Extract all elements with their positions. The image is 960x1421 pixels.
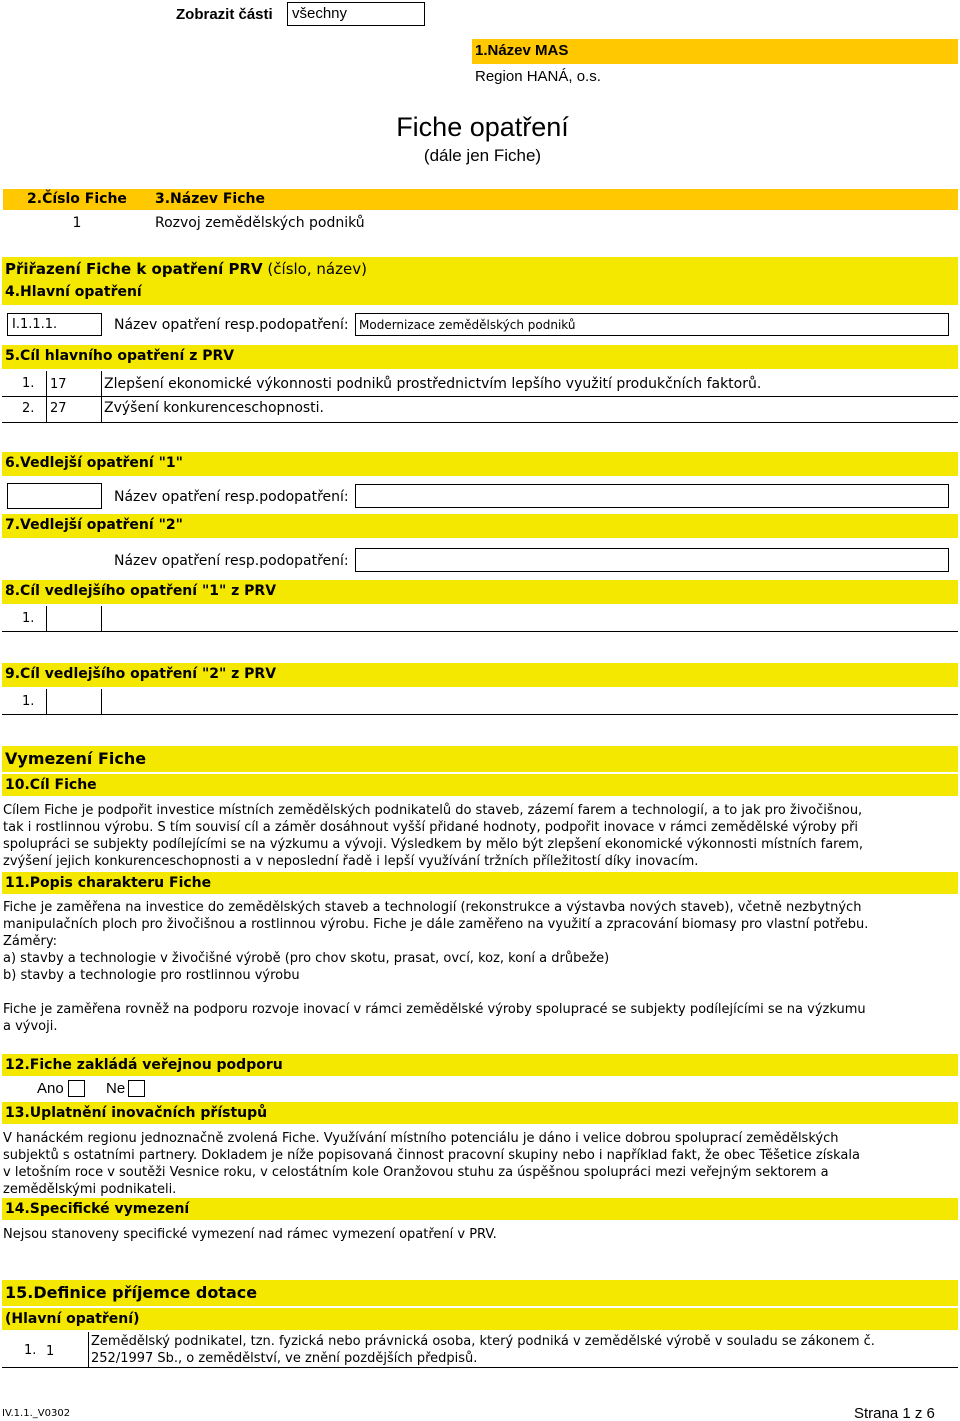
mas-label: 1.Název MAS	[472, 39, 958, 64]
show-select[interactable]: všechny	[287, 2, 425, 26]
recipient-sublabel: (Hlavní opatření)	[2, 1308, 958, 1330]
fiche-number-value: 1	[72, 215, 82, 231]
assign-title-plain: (číslo, název)	[262, 260, 367, 278]
goal-index: 1.	[22, 611, 35, 626]
goal-index: 2.	[22, 401, 35, 416]
footer-page: Strana 1 z 6	[854, 1405, 935, 1421]
goal-index: 1.	[22, 694, 35, 709]
main-measure-name-field[interactable]: Modernizace zemědělských podniků	[355, 313, 949, 336]
popis-text	[3, 899, 958, 1035]
page-subtitle: (dále jen Fiche)	[423, 146, 542, 165]
state-aid-no-label: Ne	[106, 1080, 126, 1097]
text-line: spolupráci se subjekty podílejícími se na výzkumu a vývoji. Výsledkem by mělo být zlepšení ekonomické výkonnosti místních farem,	[3, 837, 864, 852]
mas-value: Region HANÁ, o.s.	[475, 68, 601, 85]
side-measure-1-name-field[interactable]	[355, 484, 949, 508]
recipient-line-2: 252/1997 Sb., o zemědělství, ve znění pozdějších předpisů.	[91, 1351, 478, 1366]
side-measure-1-name-label: Název opatření resp.podopatření:	[114, 489, 349, 505]
text-line: a) stavby a technologie v živočišné výrobě (pro chov skotu, prasat, ovcí, koz, koní a drůbeže)	[3, 951, 610, 966]
recipient-line-1: Zemědělský podnikatel, tzn. fyzická nebo právnická osoba, který podniká v zemědělské výrobě v souladu se zákonem č.	[91, 1334, 875, 1349]
recipient-label: 15.Definice příjemce dotace	[2, 1280, 958, 1306]
fiche-name-value: Rozvoj zemědělských podniků	[155, 215, 365, 231]
assign-title-bold: Přiřazení Fiche k opatření PRV	[5, 260, 263, 278]
goal-index: 1.	[22, 376, 35, 391]
main-measure-code[interactable]: I.1.1.1.	[7, 313, 102, 336]
recipient-index: 1.	[24, 1343, 37, 1358]
fiche-name-label: 3.Název Fiche	[151, 189, 958, 210]
side-goal-2-label: 9.Cíl vedlejšího opatření "2" z PRV	[2, 663, 958, 687]
main-measure-label: 4.Hlavní opatření	[2, 281, 958, 305]
side-goal-1-row	[2, 606, 958, 632]
blank-line	[3, 984, 958, 1001]
page-title: Fiche opatření	[396, 112, 569, 142]
main-measure-name-label: Název opatření resp.podopatření:	[114, 317, 349, 333]
text-line: Záměry:	[3, 934, 58, 949]
side-goal-1-label: 8.Cíl vedlejšího opatření "1" z PRV	[2, 580, 958, 604]
text-line: b) stavby a technologie pro rostlinnou výrobu	[3, 968, 300, 983]
text-line: Cílem Fiche je podpořit investice místních zemědělských podnikatelů do staveb, zázemí farem a technologií, a to jak pro živočišnou,	[3, 803, 863, 818]
goal-code: 17	[50, 377, 67, 392]
specific-text: Nejsou stanoveny specifické vymezení nad rámec vymezení opatření v PRV.	[3, 1227, 497, 1242]
text-line: tak i rostlinnou výrobu. S tím souvisí cíl a záměr dosáhnout vyšší přidané hodnoty, podpořit inovace v rámci zemědělské výroby při	[3, 820, 859, 835]
side-measure-2-label: 7.Vedlejší opatření "2"	[2, 514, 958, 538]
side-measure-1-code[interactable]	[7, 483, 102, 509]
state-aid-yes-label: Ano	[37, 1080, 64, 1097]
footer-code: IV.1.1._V0302	[2, 1408, 71, 1419]
text-line: Fiche je zaměřena rovněž na podporu rozvoje inovací v rámci zemědělské výroby spolupracé se subjekty podílejícími se na výzkumu	[3, 1002, 866, 1017]
section-title-vymezeni: Vymezení Fiche	[2, 746, 958, 772]
goal-code: 27	[50, 401, 67, 416]
state-aid-no-checkbox[interactable]	[128, 1080, 145, 1097]
state-aid-label: 12.Fiche zakládá veřejnou podporu	[2, 1054, 958, 1076]
goal-text: Zvýšení konkurenceschopnosti.	[104, 400, 325, 416]
goal-fiche-text	[3, 802, 958, 870]
goal-text: Zlepšení ekonomické výkonnosti podniků prostřednictvím lepšího využití produkčních faktorů.	[104, 376, 762, 392]
innovation-text	[3, 1130, 958, 1198]
text-line: V hanáckém regionu jednoznačně zvolená Fiche. Využívání místního potenciálu je dáno i velice dobrou spoluprací zemědělských	[3, 1131, 839, 1146]
text-line: zemědělskými podnikateli.	[3, 1182, 177, 1197]
popis-label: 11.Popis charakteru Fiche	[2, 872, 958, 894]
text-line: zvýšení jejich konkurenceschopnosti a v neposlední řadě i lepší využívání tržních příležitostí díky inovacím.	[3, 854, 699, 869]
assign-title	[2, 257, 958, 281]
side-goal-2-row	[2, 689, 958, 715]
specific-label: 14.Specifické vymezení	[2, 1198, 958, 1220]
side-measure-2-name-label: Název opatření resp.podopatření:	[114, 553, 349, 569]
text-line: v letošním roce v soutěži Vesnice roku, v celostátním kole Oranžovou stuhu za úspěšnou spolupráci mezi veřejným sektorem a	[3, 1165, 829, 1180]
recipient-row	[2, 1332, 958, 1368]
innovation-label: 13.Uplatnění inovačních přístupů	[2, 1102, 958, 1124]
main-goal-row-1	[2, 371, 958, 397]
text-line: a vývoji.	[3, 1019, 58, 1034]
show-label: Zobrazit části	[176, 6, 273, 23]
main-goal-row-2	[2, 397, 958, 423]
main-goal-label: 5.Cíl hlavního opatření z PRV	[2, 345, 958, 369]
fiche-number-label: 2.Číslo Fiche	[3, 189, 151, 210]
side-measure-1-label: 6.Vedlejší opatření "1"	[2, 452, 958, 476]
text-line: subjektů s ostatními partnery. Dokladem je níže popisovaná činnost pracovní skupiny nebo i například fakt, že obec Těšetice získala	[3, 1148, 860, 1163]
text-line: Fiche je zaměřena na investice do zemědělských staveb a technologií (rekonstrukce a výstavba nových staveb), včetně nezbytných	[3, 900, 862, 915]
state-aid-yes-checkbox[interactable]	[68, 1080, 85, 1097]
recipient-code: 1	[46, 1344, 55, 1359]
side-measure-2-name-field[interactable]	[355, 548, 949, 572]
goal-fiche-label: 10.Cíl Fiche	[2, 774, 958, 796]
text-line: manipulačních ploch pro živočišnou a rostlinnou výrobu. Fiche je dále zaměřeno na využití a zpracování biomasy pro vlastní potřebu.	[3, 917, 869, 932]
